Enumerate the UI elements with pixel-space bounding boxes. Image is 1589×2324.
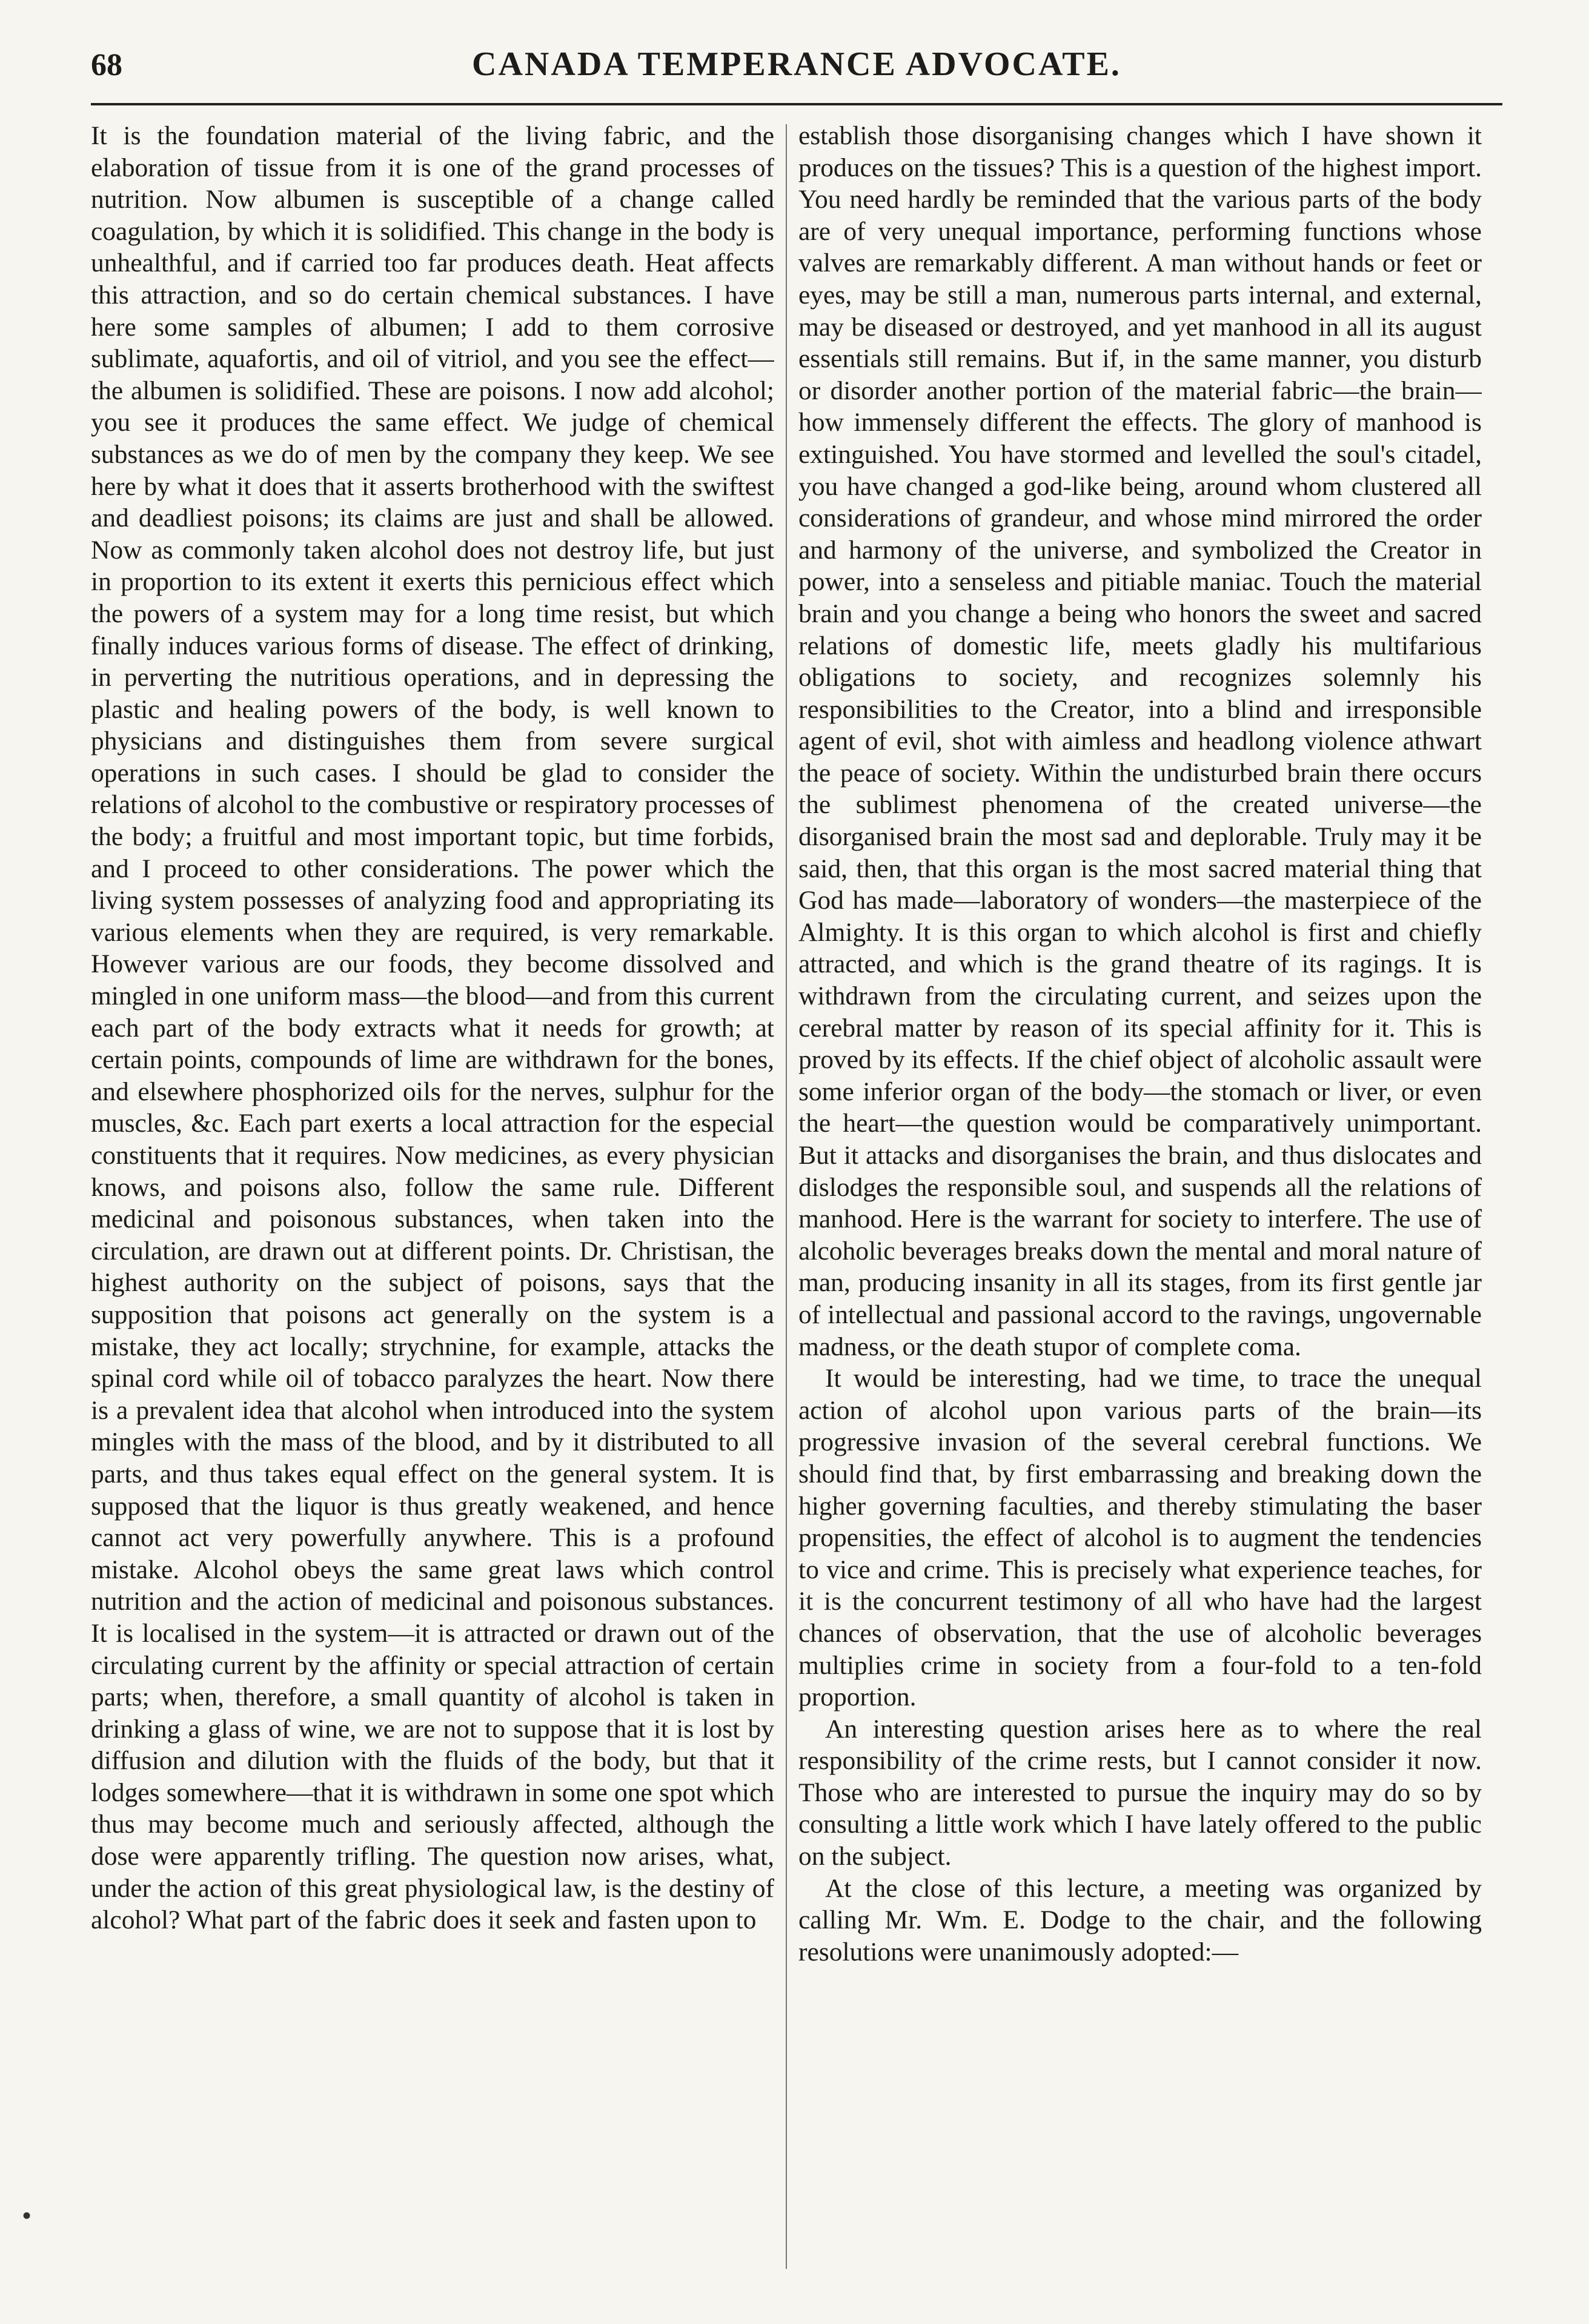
- right-column: [798, 120, 1482, 2277]
- right-paragraph-1: establish those disorganising changes which I have shown it produces on the tissues? This is a question of the highest import. You need hardly be reminded that the various parts of the body are of very unequal importance, performing functions whose valves are remarkably different. A man without hands or feet or eyes, may be still a man, numerous parts internal, and external, may be diseased or destroyed, and yet manhood in all its august essentials still remains. But if, in the same manner, you disturb or disorder another portion of the material fabric—the brain—how immensely different the effects. The glory of manhood is extinguished. You have stormed and levelled the soul's citadel, you have changed a god-like being, around whom clustered all considerations of grandeur, and whose mind mirrored the order and harmony of the universe, and symbolized the Creator in power, into a senseless and pitiable maniac. Touch the material brain and you change a being who honors the sweet and sacred relations of domestic life, meets gladly his multifarious obligations to society, and recognizes solemnly his responsibilities to the Creator, into a blind and irresponsible agent of evil, shot with aimless and headlong violence athwart the peace of society. Within the undisturbed brain there occurs the sublimest phenomena of the created universe—the disorganised brain the most sad and deplorable. Truly may it be said, then, that this organ is the most sacred material thing that God has made—laboratory of wonders—the masterpiece of the Almighty. It is this organ to which alcohol is first and chiefly attracted, and which is the grand theatre of its ragings. It is withdrawn from the circulating current, and seizes upon the cerebral matter by reason of its special affinity for it. This is proved by its effects. If the chief object of alcoholic assault were some inferior organ of the body—the stomach or liver, or even the heart—the question would be comparatively unimportant. But it attacks and disorganises the brain, and thus dislocates and dislodges the responsible soul, and suspends all the relations of manhood. Here is the warrant for society to interfere. The use of alcoholic beverages breaks down the mental and moral nature of man, producing insanity in all its stages, from its first gentle jar of intellectual and passional accord to the ravings, ungovernable madness, or the death stupor of complete coma.: [798, 121, 1482, 1361]
- column-divider: [786, 124, 787, 2269]
- left-column: [91, 120, 774, 2277]
- right-paragraph-4: At the close of this lecture, a meeting was organized by calling Mr. Wm. E. Dodge to the chair, and the following resolutions were unanimously adopted:—: [798, 1873, 1482, 1967]
- page-number: 68: [91, 48, 122, 82]
- right-paragraph-3: An interesting question arises here as to where the real responsibility of the crime rests, but I cannot consider it now. Those who are interested to pursue the inquiry may do so by consulting a little work which I have lately offered to the public on the subject.: [798, 1714, 1482, 1871]
- margin-mark: •: [22, 2200, 32, 2231]
- page-header: [91, 42, 1502, 97]
- journal-title: CANADA TEMPERANCE ADVOCATE.: [472, 45, 1121, 83]
- left-paragraph-1: It is the foundation material of the living fabric, and the elaboration of tissue from it is one of the grand processes of nutrition. Now albumen is susceptible of a change called coagulation, by which it is solidified. This change in the body is unhealthful, and if carried too far produces death. Heat affects this attraction, and so do certain chemical substances. I have here some samples of albumen; I add to them corrosive sublimate, aquafortis, and oil of vitriol, and you see the effect—the albumen is solidified. These are poisons. I now add alcohol; you see it produces the same effect. We judge of chemical substances as we do of men by the company they keep. We see here by what it does that it asserts brotherhood with the swiftest and deadliest poisons; its claims are just and shall be allowed. Now as commonly taken alcohol does not destroy life, but just in proportion to its extent it exerts this pernicious effect which the powers of a system may for a long time resist, but which finally induces various forms of disease. The effect of drinking, in perverting the nutritious operations, and in depressing the plastic and healing powers of the body, is well known to physicians and distinguishes them from severe surgical operations in such cases. I should be glad to consider the relations of alcohol to the combustive or respiratory processes of the body; a fruitful and most important topic, but time forbids, and I proceed to other considerations. The power which the living system possesses of analyzing food and appropriating its various elements when they are required, is very remarkable. However various are our foods, they become dissolved and mingled in one uniform mass—the blood—and from this current each part of the body extracts what it needs for growth; at certain points, compounds of lime are withdrawn for the bones, and elsewhere phosphorized oils for the nerves, sulphur for the muscles, &c. Each part exerts a local attraction for the especial constituents that it requires. Now medicines, as every physician knows, and poisons also, follow the same rule. Different medicinal and poisonous substances, when taken into the circulation, are drawn out at different points. Dr. Christisan, the highest authority on the subject of poisons, says that the supposition that poisons act generally on the system is a mistake, they act locally; strychnine, for example, attacks the spinal cord while oil of tobacco paralyzes the heart. Now there is a prevalent idea that alcohol when introduced into the system mingles with the mass of the blood, and by it distributed to all parts, and thus takes equal effect on the general system. It is supposed that the liquor is thus greatly weakened, and hence cannot act very powerfully anywhere. This is a profound mistake. Alcohol obeys the same great laws which control nutrition and the action of medicinal and poisonous substances. It is localised in the system—it is attracted or drawn out of the circulating current by the affinity or special attraction of certain parts; when, therefore, a small quantity of alcohol is taken in drinking a glass of wine, we are not to suppose that it is lost by diffusion and dilution with the fluids of the body, but that it lodges somewhere—that it is withdrawn in some one spot which thus may become much and seriously affected, although the dose were apparently trifling. The question now arises, what, under the action of this great physiological law, is the destiny of alcohol? What part of the fabric does it seek and fasten upon to: [91, 121, 774, 1935]
- right-paragraph-2: It would be interesting, had we time, to trace the unequal action of alcohol upon various parts of the brain—its progressive invasion of the several cerebral functions. We should find that, by first embarrassing and breaking down the higher governing faculties, and thereby stimulating the baser propensities, the effect of alcohol is to augment the tendencies to vice and crime. This is precisely what experience teaches, for it is the concurrent testimony of all who have had the largest chances of observation, that the use of alcoholic beverages multiplies crime in society from a four-fold to a ten-fold proportion.: [798, 1364, 1482, 1712]
- header-rule: [91, 103, 1502, 105]
